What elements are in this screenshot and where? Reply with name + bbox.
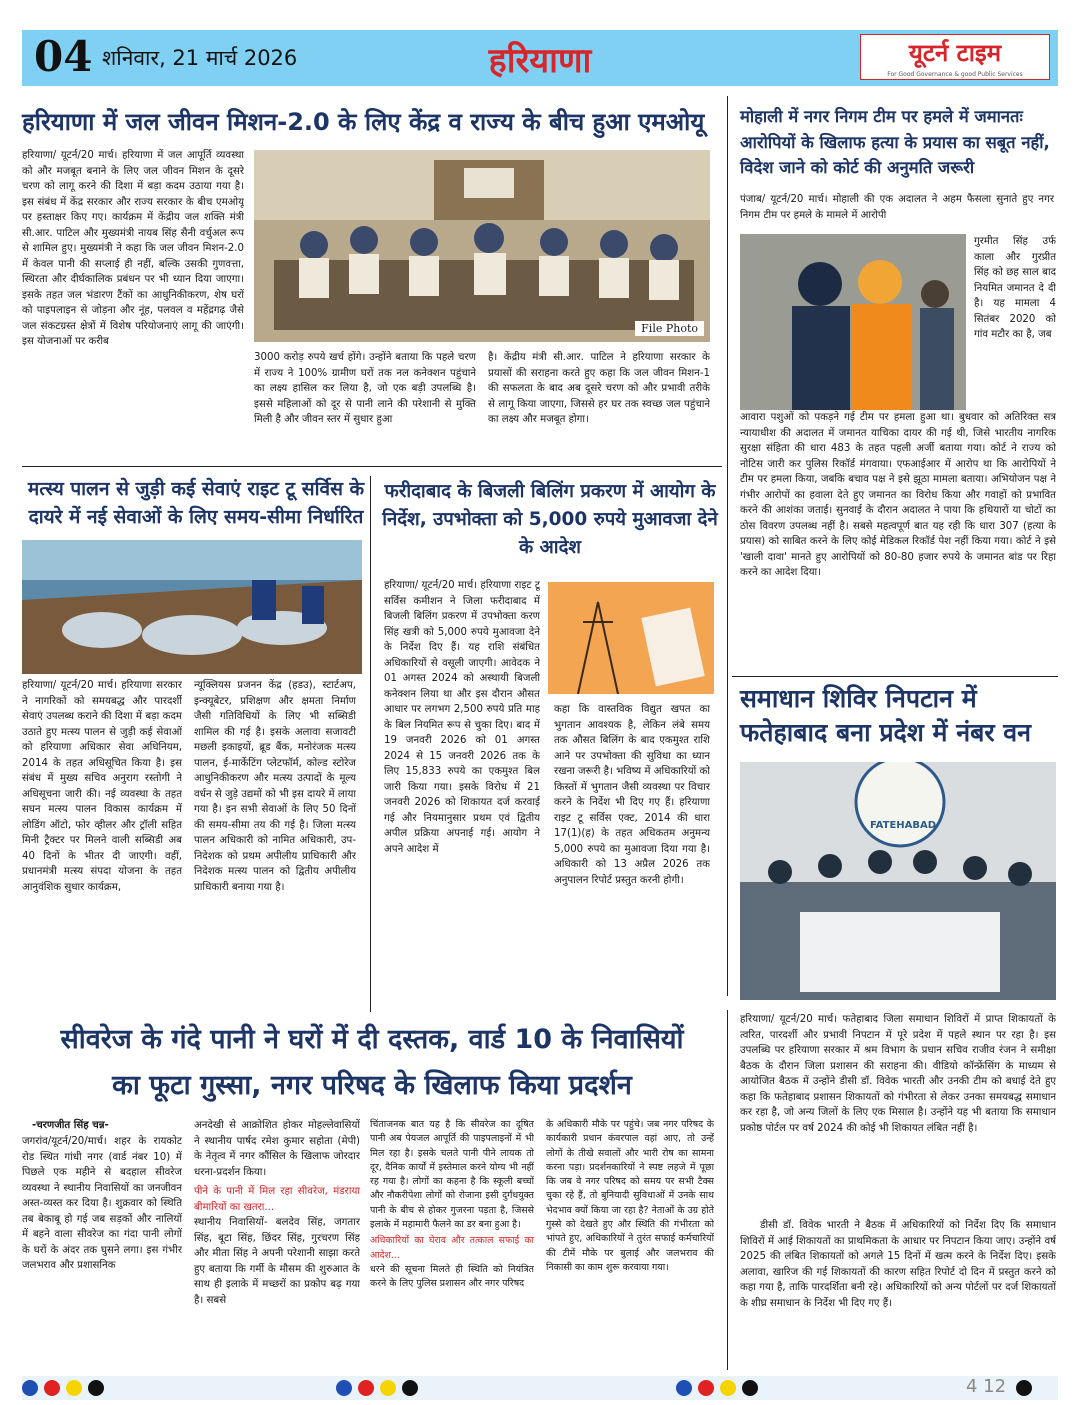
article-mohali-side: गुरमीत सिंह उर्फ काला और गुरप्रीत सिंह को छह साल बाद नियमित जमानत दे दी है। यह मामला 4 सितंबर 2020 को गांव मटौर का है, जब [974, 236, 1056, 340]
page-number: 04 [34, 32, 93, 81]
article-sewer-col2 [194, 1118, 360, 1370]
subhead-sewer-water: पीने के पानी में मिल रहा सीवरेज, मंडराया बीमारियों का खतरा... [194, 1186, 360, 1213]
yellow-dot [720, 1380, 736, 1396]
logo-tagline: For Good Governance & good Public Services [887, 71, 1023, 78]
article-sewer-col2a: अनदेखी से आक्रोशित होकर मोहल्लेवासियों ने स्थानीय पार्षद रमेश कुमार सहोता (मेपी) के नेतृत्व में नगर कौंसिल के खिलाफ जोरदार धरना-प्रदर्शन किया। [194, 1120, 360, 1178]
article-jal-col1: हरियाणा/ यूटर्न/20 मार्च। हरियाणा में जल आपूर्ति व्यवस्था को और मजबूत बनाने के लिए जल जीवन मिशन के दूसरे चरण को लागू करने की दिशा में बड़ा कदम उठाया गया है। इस संबंध में केंद्र सरकार और राज्य सरकार के बीच एमओयू पर हस्ताक्षर किए गए। कार्यक्रम में केंद्रीय जल शक्ति मंत्री सी.आर. पाटिल और मुख्यमंत्री नायब सिंह सैनी वर्चुअल रूप से शामिल हुए। मुख्यमंत्री ने कहा कि जल जीवन मिशन-2.0 में केवल पानी की सप्लाई ही नहीं, बल्कि उसकी गुणवत्ता, स्थिरता और दीर्घकालिक प्रबंधन पर भी ध्यान दिया जाएगा। इसके तहत जल भंडारण टैंकों का आधुनिकीकरण, शेष घरों को पाइपलाइन से जोड़ना और नूंह, पलवल व महेंद्रगढ़ जैसे जल संकटग्रस्त क्षेत्रों में विशेष परियोजनाएं लागू की जाएंगी। इस योजनाओं पर करीब [22, 150, 244, 347]
article-jal-col3: है। केंद्रीय मंत्री सी.आर. पाटिल ने हरियाणा सरकार के प्रयासों की सराहना करते हुए कहा कि जल जीवन मिशन-1 की सफलता के बाद अब दूसरे चरण को और प्रभावी तरीके से लागू किया जाएगा, जिससे हर घर तक स्वच्छ जल पहुंचाने का लक्ष्य और मजबूत होगा। [488, 352, 710, 425]
meeting-photo-illustration [254, 150, 710, 342]
photo-sign-text: FATEHABAD [870, 820, 937, 831]
power-tower-illustration [548, 582, 714, 694]
issue-date: शनिवार, 21 मार्च 2026 [102, 46, 298, 70]
samadhan-photo [740, 762, 1056, 1000]
article-sewer-col2b: स्थानीय निवासियों- बलदेव सिंह, जगतार सिंह, बूटा सिंह, छिंदर सिंह, गुरचरण सिंह और मीता सिंह ने अपनी परेशानी साझा करते हुए बताया कि गर्मी के मौसम की शुरुआत के साथ ही इलाके में मच्छरों का प्रकोप बढ़ गया है। सबसे [194, 1217, 360, 1306]
black-dot [402, 1380, 418, 1396]
headline-mohali: मोहाली में नगर निगम टीम पर हमले में जमानतः आरोपियों के खिलाफ हत्या के प्रयास का सबूत नहीं, विदेश जाने को कोर्ट की अनुमति जरूरी [740, 107, 1050, 178]
article-matsya-col1: हरियाणा/ यूटर्न/20 मार्च। हरियाणा सरकार ने नागरिकों को समयबद्ध और पारदर्शी सेवाएं उपलब्ध कराने की दिशा में बड़ा कदम उठाते हुए मत्स्य पालन से जुड़ी कई सेवाओं को हरियाणा अधिकार सेवा अधिनियम, 2014 के तहत अधिसूचित किया है। इस संबंध में मुख्य सचिव अनुराग रस्तोगी ने अधिसूचना जारी की। नई व्यवस्था के तहत सघन मत्स्य पालन विकास कार्यक्रम में लोडिंग ऑटो, फोर व्हीलर और ट्रॉली सहित मिनी ट्रैक्टर पर मिलने वाली सब्सिडी अब 40 दिनों के भीतर दी जाएगी। वहीं, प्रधानमंत्री मत्स्य संपदा योजना के तहत आनुवंशिक सुधार कार्यक्रम, [22, 680, 182, 893]
magenta-dot [698, 1380, 714, 1396]
yellow-dot [380, 1380, 396, 1396]
article-bijli-col1: हरियाणा/ यूटर्न/20 मार्च। हरियाणा राइट टू सर्विस कमीशन ने जिला फरीदाबाद में बिजली बिलिंग प्रकरण में उपभोक्ता करण सिंह खत्री को 5,000 रुपये मुआवजा देने के निर्देश दिए हैं। यह राशि संबंधित अधिकारियों से वसूली जाएगी। आवेदक ने 01 अगस्त 2024 को अस्थायी बिजली कनेक्शन लिया था और इस दौरान औसत आधार पर लगभग 2,500 रुपये प्रति माह के बिल नियमित रूप से चुका दिए। बाद में 19 जनवरी 2026 को 01 अगस्त 2024 से 15 जनवरी 2026 तक के लिए 15,833 रुपये का एकमुश्त बिल जारी किया गया। इसके विरोध में 21 जनवरी 2026 को शिकायत दर्ज करवाई गई और नियमानुसार प्रथम एवं द्वितीय अपील प्रक्रिया अपनाई गई। आयोग ने अपने आदेश में [384, 580, 540, 855]
article-matsya-col2: न्यूक्लियस प्रजनन केंद्र (हडउ), स्टार्टअप, इन्क्यूबेटर, प्रशिक्षण और क्षमता निर्माण जैसी गतिविधियों के लिए भी सब्सिडी शामिल की गई है। इसके अलावा सजावटी मछली इकाइयों, ब्रूड बैंक, मनोरंजक मत्स्य पालन, ई-मार्केटिंग प्लेटफॉर्म, कोल्ड स्टोरेज आधुनिकीकरण और मत्स्य उत्पादों के मूल्य वर्धन से जुड़े उद्यमों को भी इस दायरे में लाया गया है। इन सभी सेवाओं के लिए 50 दिनों की समय-सीमा तय की गई है। जिला मत्स्य पालन अधिकारी को नामित अधिकारी, उप-निदेशक को प्रथम अपीलीय प्राधिकारी और निदेशक मत्स्य पालन को द्वितीय अपीलीय प्राधिकारी बनाया गया है। [194, 680, 356, 893]
article-sewer-col3a: चिंताजनक बात यह है कि सीवरेज का दूषित पानी अब पेयजल आपूर्ति की पाइपलाइनों में भी मिल रहा है। इसके चलते पानी पीने लायक तो दूर, दैनिक कार्यों में इस्तेमाल करने योग्य भी नहीं रह गया है। लोगों का कहना है कि स्कूली बच्चों और नौकरीपेशा लोगों को रोजाना इसी दुर्गंधयुक्त पानी के बीच से होकर गुजरना पड़ता है, जिससे इलाके में महामारी फैलने का डर बना हुआ है। [370, 1119, 534, 1231]
article-sewer-col1: जगरांव/यूटर्न/20/मार्च। शहर के रायकोट रोड स्थित गांधी नगर (वार्ड नंबर 10) में पिछले एक महीने से बदहाल सीवरेज व्यवस्था ने स्थानीय निवासियों का जनजीवन अस्त-व्यस्त कर दिया है। शुक्रवार को स्थिति तब बेकाबू हो गई जब सड़कों और नालियों में बहने वाला सीवरेज का गंदा पानी लोगों के घरों के अंदर तक घुसने लगा। इस गंभीर जलभराव और प्रशासनिक [22, 1136, 182, 1271]
headline-jal-jeevan: हरियाणा में जल जीवन मिशन-2.0 के लिए केंद्र व राज्य के बीच हुआ एमओयू [22, 108, 705, 136]
newspaper-logo [860, 34, 1050, 80]
black-dot [1016, 1380, 1032, 1396]
headline-sewer-line1: सीवरेज के गंदे पानी ने घरों में दी दस्तक, वार्ड 10 के निवासियों [60, 1024, 684, 1055]
section-divider [22, 466, 722, 467]
article-samadhan-body: हरियाणा/ यूटर्न/20 मार्च। फतेहाबाद जिला समाधान शिविरों में प्राप्त शिकायतों के त्वरित, पारदर्शी और प्रभावी निपटान में पूरे प्रदेश में पहले स्थान पर रहा है। इस उपलब्धि पर हरियाणा सरकार में श्रम विभाग के प्रधान सचिव राजीव रंजन ने समीक्षा बैठक के दौरान जिला प्रशासन की सराहना की। वीडियो कॉन्फ्रेंसिंग के माध्यम से आयोजित बैठक में उन्होंने डीसी डॉ. विवेक भारती और उनकी टीम को बधाई देते हुए कहा कि फतेहाबाद प्रशासन शिकायतों को गंभीरता से लेकर उनका समयबद्ध समाधान कर रहा है, जो अन्य जिलों के लिए एक मिसाल है। उन्होंने यह भी बताया कि समाधान प्रकोष्ठ पोर्टल पर वर्ष 2024 की कोई भी शिकायत लंबित नहीं है। [740, 1014, 1056, 1134]
article-mohali-body: आवारा पशुओं को पकड़ने गई टीम पर हमला हुआ था। बुधवार को अतिरिक्त सत्र न्यायाधीश की अदालत में जमानत याचिका दायर की गई थी, जिसे भारतीय नागरिक सुरक्षा संहिता की धारा 483 के तहत पहली अर्जी बताया गया। कोर्ट ने राज्य को नोटिस जारी कर पुलिस रिकॉर्ड मंगवाया। एफआईआर में आरोप था कि आरोपियों ने टीम पर हमला किया, जबकि बचाव पक्ष ने इसे झूठा मामला बताया। अभियोजन पक्ष ने गंभीर आरोपों का हवाला देते हुए जमानत का विरोध किया और गवाहों को प्रभावित करने की आशंका जताई। सुनवाई के दौरान अदालत ने पाया कि हथियारों या चोटों का ठोस विवरण उपलब्ध नहीं है। सबसे महत्वपूर्ण बात यह रही कि धारा 307 (हत्या के प्रयास) को साबित करने के लिए कोई मेडिकल रिकॉर्ड पेश नहीं किया गया। कोर्ट ने इसे 'खाली दावा' मानते हुए आरोपियों को 80-80 हजार रुपये के जमानत बांड पर रिहा करने का आदेश दिया। [740, 412, 1056, 578]
meeting-hall-illustration [740, 762, 1056, 1000]
article-samadhan-body2: डीसी डॉ. विवेक भारती ने बैठक में अधिकारियों को निर्देश दिए कि समाधान शिविरों में आई शिकायतों का प्राथमिकता के आधार पर निपटान किया जाए। उन्होंने वर्ष 2025 की लंबित शिकायतों को अगले 15 दिनों में खत्म करने के निर्देश दिए। इसके अलावा, खारिज की गई शिकायतों की कारण सहित रिपोर्ट दो दिन में प्रस्तुत करने को कहा गया है, ताकि पारदर्शिता बनी रहे। अधिकारियों को अन्य पोर्टलों पर दर्ज शिकायतों के शीघ्र समाधान के निर्देश भी दिए गए हैं। [740, 1220, 1056, 1309]
byline: -चरणजीत सिंह चन्न- [32, 1120, 109, 1131]
black-dot [742, 1380, 758, 1396]
cyan-dot [676, 1380, 692, 1396]
logo-text: यूटर्न टाइम [908, 39, 1002, 67]
black-dot [88, 1380, 104, 1396]
cyan-dot [336, 1380, 352, 1396]
magenta-dot [358, 1380, 374, 1396]
fishing-boat-illustration [22, 540, 362, 674]
court-photo [740, 234, 966, 410]
subhead-sewer-officials: अधिकारियों का घेराव और तत्काल सफाई का आदेश... [370, 1235, 534, 1261]
headline-matsya: मत्स्य पालन से जुड़ी कई सेवाएं राइट टू सर्विस के दायरे में नई सेवाओं के लिए समय-सीमा निर्धारित [27, 478, 365, 528]
column-divider [370, 476, 371, 1012]
headline-bijli: फरीदाबाद के बिजली बिलिंग प्रकरण में आयोग के निर्देश, उपभोक्ता को 5,000 रुपये मुआवजा देने के आदेश [382, 481, 718, 558]
article-mohali-lead: पंजाब/ यूटर्न/20 मार्च। मोहाली की एक अदालत ने अहम फैसला सुनाते हुए नगर निगम टीम पर हमले के मामले में आरोपी [740, 194, 1054, 221]
meeting-photo [254, 150, 710, 342]
section-divider [732, 676, 1058, 677]
cyan-dot [22, 1380, 38, 1396]
fish-photo [22, 540, 362, 674]
column-divider [727, 96, 728, 996]
accused-persons-illustration [740, 234, 966, 410]
article-jal-col2: 3000 करोड़ रुपये खर्च होंगे। उन्होंने बताया कि पहले चरण में राज्य ने 100% ग्रामीण घरों तक नल कनेक्शन पहुंचाने का लक्ष्य हासिल कर लिया है, जो एक बड़ी उपलब्धि है। इससे महिलाओं को दूर से पानी लाने की परेशानी से मुक्ति मिली है और जीवन स्तर में सुधार हुआ [254, 352, 476, 425]
article-sewer-col4: के अधिकारी मौके पर पहुंचे। जब नगर परिषद के कार्यकारी प्रधान कंवरपाल वहां आए, तो उन्हें लोगों के तीखे सवालों और भारी रोष का सामना करना पड़ा। प्रदर्शनकारियों ने स्पष्ट लहजे में पूछा कि जब वे नगर परिषद को समय पर सभी टैक्स चुका रहे हैं, तो बुनियादी सुविधाओं में उनके साथ भेदभाव क्यों किया जा रहा है? नेताओं के उग्र होते गुस्से को देखते हुए और स्थिति की गंभीरता को भांपते हुए, अधिकारियों ने तुरंत सफाई कर्मचारियों की टीमें मौके पर बुलाई और जलभराव की निकासी का काम शुरू करवाया गया। [546, 1119, 714, 1273]
registration-marks [22, 1376, 1058, 1397]
article-sewer-col3b: धरने की सूचना मिलते ही स्थिति को नियंत्रित करने के लिए पुलिस प्रशासन और नगर परिषद [370, 1263, 534, 1290]
section-title: हरियाणा [488, 41, 592, 81]
yellow-dot [66, 1380, 82, 1396]
column-divider [727, 1010, 728, 1370]
article-sewer-col3 [370, 1118, 534, 1370]
headline-samadhan: समाधान शिविर निपटान में फतेहाबाद बना प्रदेश में नंबर वन [740, 684, 1032, 747]
article-bijli-col2: कहा कि वास्तविक विद्युत खपत का भुगतान आवश्यक है, लेकिन लंबे समय तक औसत बिलिंग के बाद एकमुश्त राशि आने पर उपभोक्ता की सुविधा का ध्यान रखना जरूरी है। भविष्य में अधिकारियों को किस्तों में भुगतान जैसी व्यवस्था पर विचार करने के निर्देश भी दिए गए हैं। हरियाणा राइट टू सर्विस एक्ट, 2014 की धारा 17(1)(ह) के तहत अधिकतम अनुमन्य 5,000 रुपये का मुआवजा दिया गया है। अधिकारी को 13 अप्रैल 2026 तक अनुपालन रिपोर्ट प्रस्तुत करनी होगी। [554, 704, 710, 886]
photo-caption: File Photo [635, 321, 704, 336]
page-mark: 4 12 [966, 1376, 1007, 1397]
magenta-dot [44, 1380, 60, 1396]
headline-sewer-line2: का फूटा गुस्सा, नगर परिषद के खिलाफ किया प्रदर्शन [112, 1070, 632, 1101]
electricity-photo [548, 582, 714, 694]
